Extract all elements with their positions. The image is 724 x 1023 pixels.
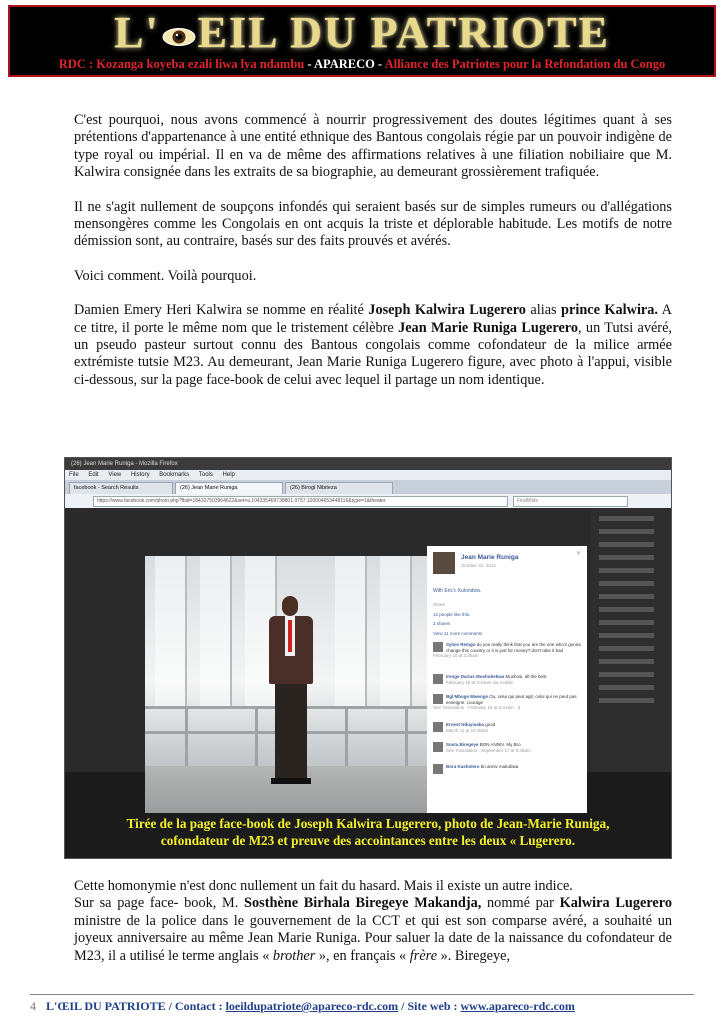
fb-post-date: October 31, 2012	[461, 563, 496, 568]
text-span: alias	[525, 302, 562, 319]
text-span: Sur sa page face- book, M.	[74, 895, 245, 912]
fb-with-text: With Eric'c Kulondwa.	[433, 588, 482, 594]
paragraph-2: Il ne s'agit nullement de soupçons infondés qui seraient basés sur de simples rumeurs ou d'allégations mensongères comme les Congolais en ont acquis la triste et déplorable habitude. Les motifs de notre démission sont, au contraire, basés sur des faits prouvés et avérés.	[74, 198, 672, 250]
fb-view-more: View 11 more comments	[433, 631, 483, 636]
eye-icon	[162, 27, 196, 47]
fb-likes: 12 people like this.	[433, 612, 471, 617]
footer-divider	[30, 994, 694, 995]
tab-bar	[65, 480, 671, 494]
menu-tools: Tools	[198, 472, 213, 478]
paragraph-1: C'est pourquoi, nous avons commencé à nourrir progressivement des doutes légitimes quant à ses prétentions d'appartenance à une entité ethnique des Bantous congolais régie par un pouvoir indigène de type royal ou impérial. Il en va de même des affirmations relatives à une filiation nobiliaire que M. Kalwira consignée dans les extraits de sa biographie, au demeurant grossièrement trafiquée.	[74, 112, 672, 181]
paragraph-5	[74, 895, 672, 965]
tagline	[10, 56, 714, 72]
fb-comment: Bora Kasholero bn anniv mukubwa	[433, 764, 581, 774]
footer-separator: / Site web :	[398, 999, 461, 1013]
masthead-banner	[8, 5, 716, 77]
article-body-continued	[74, 878, 672, 965]
fb-profile-name: Jean Marie Runiga	[461, 554, 519, 561]
tagline-mid: - APARECO -	[307, 57, 383, 71]
masthead-title	[10, 7, 714, 59]
page-number: 4	[30, 999, 36, 1013]
page-footer	[30, 998, 694, 1014]
contact-email-link[interactable]: loeildupatriote@apareco-rdc.com	[225, 999, 399, 1013]
url-field: https://www.facebook.com/photo.php?fbid=184327503964622&set=a.104335469738801.9757.100004653448116&type=1&theater	[93, 496, 508, 507]
text-span: , un Tutsi avéré, un pseudo pasteur surtout connu des Bantous congolais comme cofondateur de la milice armée extrémiste tutsie M23. Au demeurant, Jean Marie Runiga Lugerero figure, avec photo à l'appui, visible ci-dessous, sur la page face-book de celui avec lequel il partage un nom identique.	[74, 319, 672, 388]
text-span: ». Biregeye,	[437, 947, 511, 964]
tagline-right: Alliance des Patriotes pour la Refondation du Congo	[384, 57, 666, 71]
avatar	[433, 552, 455, 574]
tagline-left: RDC : Kozanga koyeba ezali liwa lya ndambu	[58, 57, 305, 71]
text-span: A ce titre, il porte le même nom que le tristement célèbre	[74, 302, 672, 336]
text-span: nommé par	[481, 895, 560, 912]
nav-bar	[65, 494, 671, 509]
menu-bar	[65, 470, 671, 480]
fb-comment: Ernest Nduyisaba good March 11 at 10:30am	[433, 722, 581, 733]
bold-name: Jean Marie Runiga Lugerero	[398, 319, 579, 336]
facebook-comments-panel	[427, 546, 587, 826]
facebook-screenshot	[64, 457, 672, 859]
fb-comment: Sylvie Remgo do you really think that you are the one who's gonna change this country or it is just for money? don't take it bad February 18 at 3:35am	[433, 642, 581, 658]
italic-word: brother	[272, 947, 316, 964]
fb-shares: 3 shares	[433, 621, 451, 626]
bold-name: Joseph Kalwira Lugerero	[368, 302, 526, 319]
fb-share: Share	[433, 602, 446, 607]
bold-name: Kalwira Lugerero	[559, 895, 673, 912]
text-span: ministre de la police dans le gouvernement de la CCT et qui est son comparse avéré, a souhaité un joyeux anniversaire au même Jean Marie Runiga. Pour saluer la date de la naissance du cofondateur de M23, il a utilisé le terme anglais «	[74, 912, 672, 964]
article-body	[74, 112, 672, 406]
menu-edit: Edit	[88, 472, 99, 478]
menu-help: Help	[222, 472, 235, 478]
fb-comment: Sosta Biregeye BON ANNIV. My Bro See Translation · September 17 at 9:46am	[433, 742, 581, 753]
website-link[interactable]: www.apareco-rdc.com	[460, 999, 575, 1013]
menu-history: History	[130, 472, 150, 478]
text-span: Damien Emery Heri Kalwira se nomme en réalité	[74, 302, 369, 319]
paragraph-4	[74, 302, 672, 389]
close-icon: ✕	[575, 551, 581, 557]
bold-name: Sosthène Birhala Biregeye Makandja,	[244, 895, 482, 912]
italic-word: frère	[409, 947, 438, 964]
menu-file: File	[69, 472, 79, 478]
paragraph-3: Voici comment. Voilà pourquoi.	[74, 267, 257, 284]
masthead-left: L'	[114, 8, 160, 57]
footer-brand: L'ŒIL DU PATRIOTE / Contact :	[46, 999, 226, 1013]
menu-bookmarks: Bookmarks	[159, 472, 190, 478]
text-span: », en français «	[315, 947, 410, 964]
tab-search-results: facebook - Search Results	[69, 482, 173, 494]
facebook-sidebar	[591, 508, 671, 772]
fb-comment: Irenge Darius Mushobekwa Mushosi, all the best February 18 at 3:44am via mobile	[433, 674, 581, 685]
caption-line-1: Tirée de la page face-book de Joseph Kalwira Lugerero, photo de Jean-Marie Runiga,	[126, 816, 610, 831]
bold-name: prince Kalwira.	[561, 302, 658, 319]
person-figure	[265, 596, 317, 786]
tab-jean-marie-runiga: (26) Jean Marie Runiga	[175, 482, 283, 494]
search-field: FindWide	[513, 496, 628, 507]
window-titlebar: (26) Jean Marie Runiga - Mozilla Firefox	[65, 458, 671, 470]
menu-view: View	[108, 472, 122, 478]
photo-caption	[65, 813, 671, 859]
fb-comment: Bgl Mbuge Mwenge Ou, celui qui peut agit, celui qui ne peut pas enseigne. courage See Translation · February 18 at 5:31am · 2	[433, 694, 577, 710]
paragraph-5-line-1: Cette homonymie n'est donc nullement un fait du hasard. Mais il existe un autre indice.	[74, 878, 573, 894]
masthead-right: EIL DU PATRIOTE	[197, 8, 610, 57]
caption-line-2: cofondateur de M23 et preuve des accointances entre les deux « Lugerero.	[160, 833, 576, 848]
photo-man-in-airport	[145, 556, 427, 836]
tab-birogi-nibiteza: (26) Birogi Nibiteza	[285, 482, 393, 494]
